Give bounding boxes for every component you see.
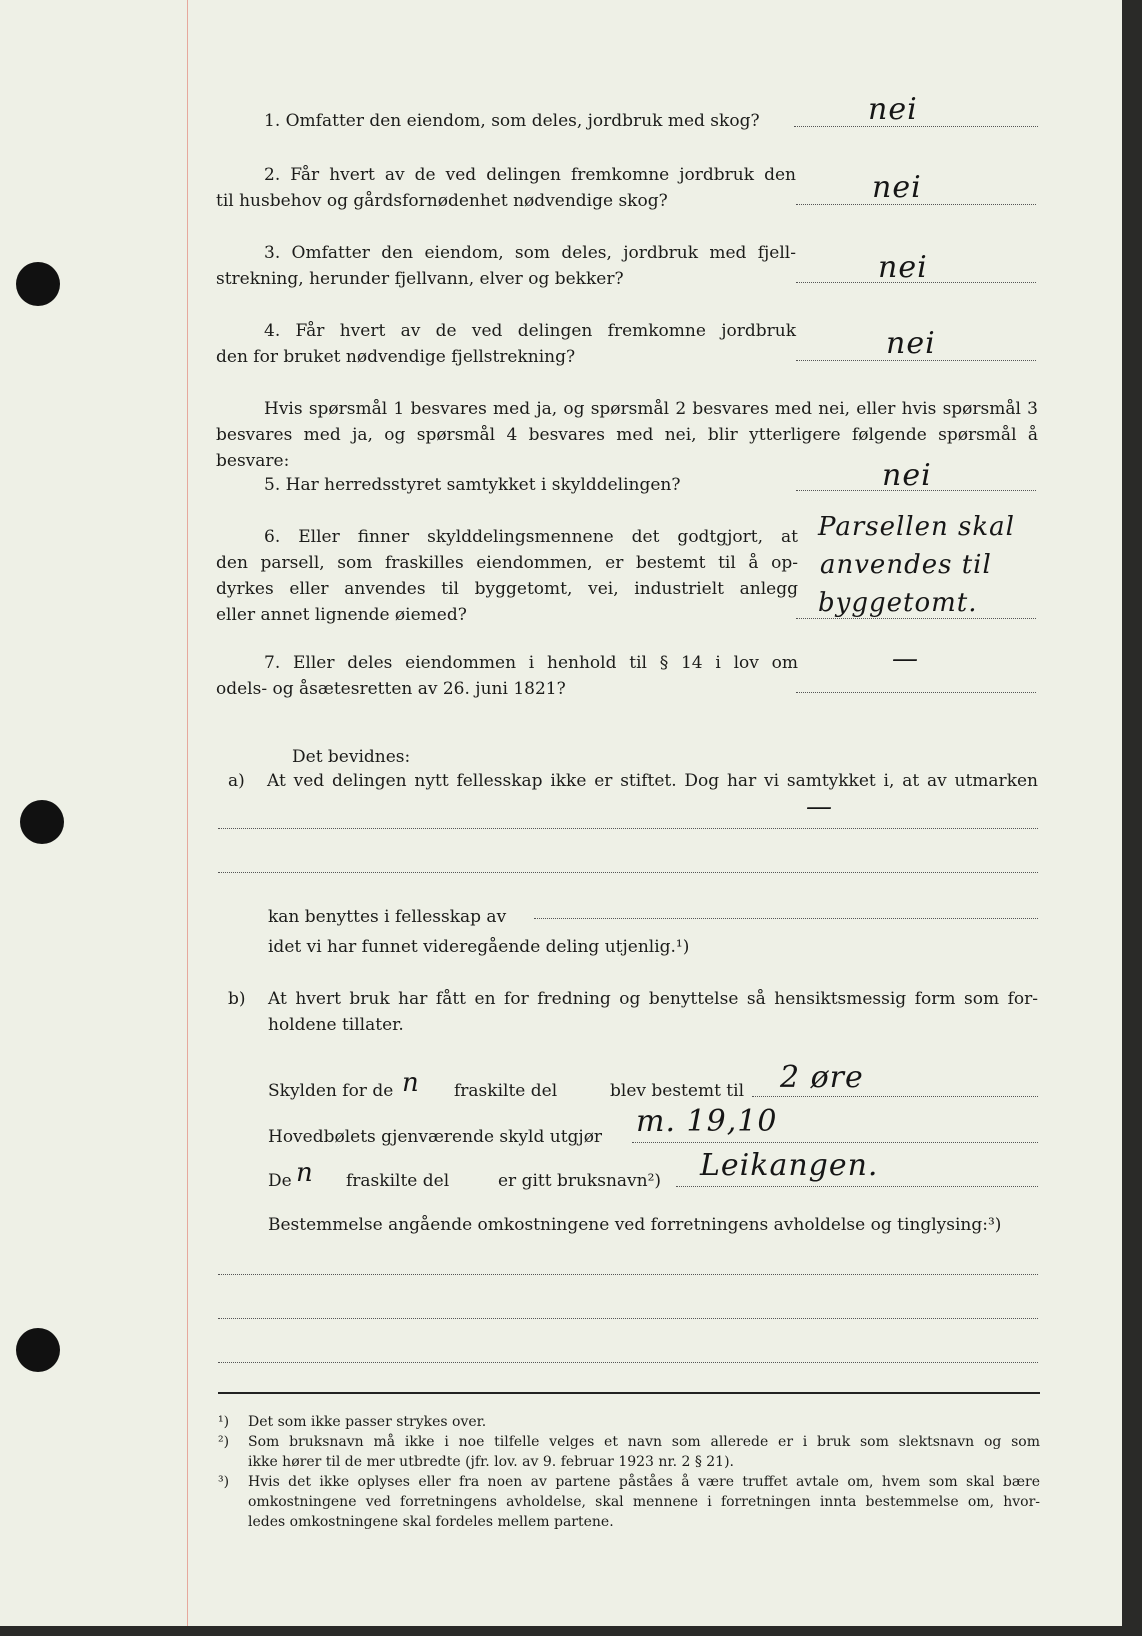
blank-line: [218, 1318, 1038, 1319]
question-5: 5. Har herredsstyret samtykket i skylddelingen?: [264, 475, 681, 495]
answer-line-6: [796, 618, 1036, 619]
item-b-line-1: At hvert bruk har fått en for fredning og benyttelse så hensiktsmessig form som for-: [268, 989, 1038, 1009]
question-2-line-2: til husbehov og gårdsfornødenhet nødvendige skog?: [216, 191, 668, 211]
answer-3: nei: [878, 250, 928, 285]
answer-line-7: [796, 692, 1036, 693]
bruksnavn-line: [676, 1186, 1038, 1187]
bruksnavn-fraskilte: fraskilte del: [346, 1171, 450, 1191]
punch-hole: [16, 1328, 60, 1372]
footnote-3-line-1: Hvis det ikke oplyses eller fra noen av partene påståes å være truffet avtale om, hvem som skal bære: [248, 1474, 1040, 1490]
skylden-value: 2 øre: [780, 1060, 864, 1095]
footnote-rule: [218, 1392, 1040, 1394]
question-6-line-4: eller annet lignende øiemed?: [216, 605, 467, 625]
question-1: 1. Omfatter den eiendom, som deles, jordbruk med skog?: [264, 111, 760, 131]
hovedbol-line: [632, 1142, 1038, 1143]
kan-benyttes-line: [534, 918, 1038, 919]
margin-line: [187, 0, 188, 1626]
answer-7: —: [892, 644, 919, 674]
skylden-line: [752, 1096, 1038, 1097]
question-6-line-2: den parsell, som fraskilles eiendommen, er bestemt til å op-: [216, 553, 798, 573]
item-b-label: b): [228, 989, 246, 1009]
footnote-3-line-2: omkostningene ved forretningens avholdelse, skal mennene i forretningen innta bestemmelse om, hvor-: [248, 1494, 1040, 1510]
idet-text: idet vi har funnet videregående deling utjenlig.¹): [268, 937, 690, 957]
conditional-line-2: besvares med ja, og spørsmål 4 besvares med nei, blir ytterligere følgende spørsmål å besvare:: [216, 425, 1038, 471]
bruksnavn-suffix: n: [296, 1158, 314, 1188]
footnote-3-mark: ³): [218, 1474, 230, 1490]
question-4-line-1: 4. Får hvert av de ved delingen fremkomne jordbruk: [264, 321, 796, 341]
question-3-line-2: strekning, herunder fjellvann, elver og bekker?: [216, 269, 624, 289]
question-7-line-2: odels- og åsætesretten av 26. juni 1821?: [216, 679, 566, 699]
punch-hole: [16, 262, 60, 306]
item-a-label: a): [228, 771, 245, 791]
item-a-text: At ved delingen nytt fellesskap ikke er stiftet. Dog har vi samtykket i, at av utmarken: [267, 771, 1038, 791]
bestemmelse-label: Bestemmelse angående omkostningene ved forretningens avholdelse og tinglysing:³): [268, 1215, 1002, 1235]
item-a-dash: —: [806, 792, 833, 822]
conditional-line-1: Hvis spørsmål 1 besvares med ja, og spørsmål 2 besvares med nei, eller hvis spørsmål 3: [264, 399, 1038, 419]
blank-line: [218, 828, 1038, 829]
question-6-line-3: dyrkes eller anvendes til byggetomt, vei, industrielt anlegg: [216, 579, 798, 599]
footnote-2-line-1: Som bruksnavn må ikke i noe tilfelle velges et navn som allerede er i bruk som slektsnavn og som: [248, 1434, 1040, 1450]
kan-benyttes-label: kan benyttes i fellesskap av: [268, 907, 507, 927]
blank-line: [218, 1274, 1038, 1275]
footnote-2-line-2: ikke hører til de mer utbredte (jfr. lov. av 9. februar 1923 nr. 2 § 21).: [248, 1454, 735, 1470]
punch-hole: [20, 800, 64, 844]
item-b-line-2: holdene tillater.: [268, 1015, 404, 1035]
question-7-line-1: 7. Eller deles eiendommen i henhold til § 14 i lov om: [264, 653, 798, 673]
answer-6-line-3: byggetomt.: [818, 588, 978, 618]
skylden-label: Skylden for de: [268, 1081, 394, 1101]
footnote-3-line-3: ledes omkostningene skal fordeles mellem partene.: [248, 1514, 614, 1530]
hovedbol-value: m. 19,10: [636, 1104, 778, 1139]
blank-line: [218, 872, 1038, 873]
question-6-line-1: 6. Eller finner skylddelingsmennene det godtgjort, at: [264, 527, 798, 547]
bevidnes-heading: Det bevidnes:: [292, 747, 411, 767]
footnote-1-text: Det som ikke passer strykes over.: [248, 1414, 487, 1430]
skylden-bestemt: blev bestemt til: [610, 1081, 745, 1101]
answer-2: nei: [872, 170, 922, 205]
footnote-1-mark: ¹): [218, 1414, 230, 1430]
blank-line: [218, 1362, 1038, 1363]
answer-6-line-2: anvendes til: [820, 550, 992, 580]
question-4-line-2: den for bruket nødvendige fjellstrekning?: [216, 347, 576, 367]
question-3-line-1: 3. Omfatter den eiendom, som deles, jordbruk med fjell-: [264, 243, 796, 263]
bruksnavn-value: Leikangen.: [700, 1148, 879, 1183]
bruksnavn-label-a: De: [268, 1171, 292, 1191]
answer-6-line-1: Parsellen skal: [818, 512, 1015, 542]
hovedbol-label: Hovedbølets gjenværende skyld utgjør: [268, 1127, 603, 1147]
skylden-suffix: n: [402, 1068, 420, 1098]
skylden-fraskilte: fraskilte del: [454, 1081, 558, 1101]
answer-5: nei: [882, 458, 932, 493]
answer-1: nei: [868, 92, 918, 127]
question-2-line-1: 2. Får hvert av de ved delingen fremkomne jordbruk den: [264, 165, 796, 185]
answer-4: nei: [886, 326, 936, 361]
footnote-2-mark: ²): [218, 1434, 230, 1450]
bruksnavn-label-c: er gitt bruksnavn²): [498, 1171, 662, 1191]
